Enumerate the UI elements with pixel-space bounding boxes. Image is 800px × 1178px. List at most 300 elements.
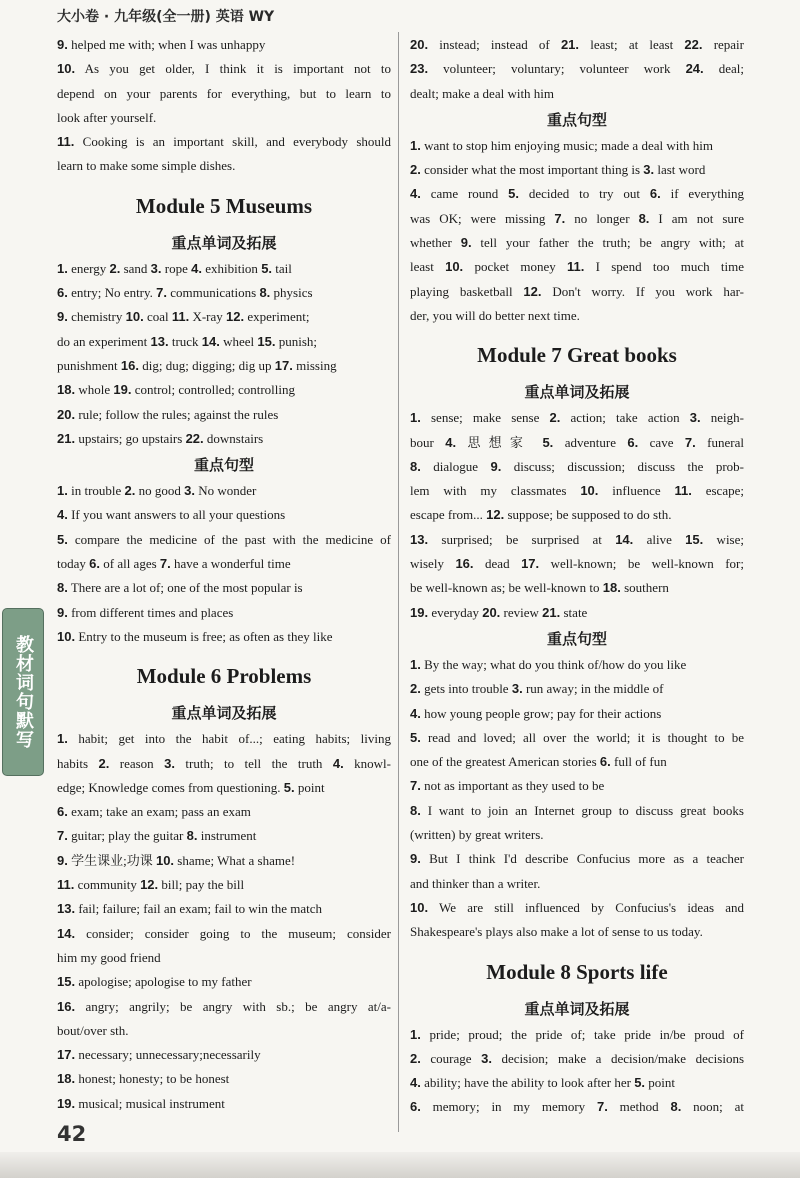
answer-line bbox=[57, 378, 391, 402]
answer-text: Cooking is an important skill, and everybody should bbox=[74, 134, 391, 150]
answer-line bbox=[57, 752, 391, 776]
answer-text: experiment; bbox=[244, 309, 310, 325]
answer-line bbox=[410, 455, 744, 479]
item-number: 1. bbox=[57, 731, 68, 747]
answer-text: exhibition bbox=[201, 260, 262, 276]
item-number: 2. bbox=[124, 483, 136, 499]
item-number: 4. bbox=[410, 1075, 421, 1091]
answer-text: escape; bbox=[691, 483, 744, 499]
answer-text: do an experiment bbox=[57, 333, 151, 349]
answer-line bbox=[57, 57, 391, 81]
item-number: 2. bbox=[410, 162, 421, 178]
answer-line bbox=[410, 158, 744, 182]
item-number: 4. bbox=[410, 705, 421, 721]
item-number: 1. bbox=[57, 483, 68, 499]
module-title: Module 5 Museums bbox=[135, 193, 313, 218]
answer-text: adventure bbox=[553, 434, 628, 450]
item-number: 7. bbox=[57, 828, 68, 844]
item-number: 7. bbox=[159, 556, 171, 572]
item-number: 9. bbox=[57, 604, 68, 620]
item-number: 22. bbox=[684, 37, 703, 52]
module-title: Module 8 Sports life bbox=[486, 959, 668, 984]
answer-text: repair bbox=[702, 37, 744, 52]
item-number: 2. bbox=[410, 681, 421, 697]
answer-text: want to stop him enjoying music; made a deal with him bbox=[420, 137, 713, 153]
item-number: 5. bbox=[542, 434, 554, 450]
answer-line bbox=[410, 702, 744, 726]
answer-text: decision; make a decision/make decisions bbox=[491, 1050, 744, 1066]
item-number: 3. bbox=[689, 410, 701, 426]
item-number: 20. bbox=[482, 604, 501, 620]
answer-text: decided to try out bbox=[519, 186, 650, 202]
answer-text: instrument bbox=[197, 828, 257, 844]
answer-text: apologise; apologise to my father bbox=[75, 974, 252, 990]
answer-line bbox=[410, 431, 744, 455]
section-heading: 重点句型 bbox=[546, 110, 607, 129]
answer-text: and thinker than a writer. bbox=[410, 875, 541, 891]
answer-text: dialogue bbox=[420, 458, 491, 474]
answer-text: run away; in the middle of bbox=[522, 681, 664, 697]
answer-line bbox=[57, 1067, 391, 1091]
answer-line bbox=[57, 946, 391, 970]
item-number: 10. bbox=[125, 309, 144, 325]
item-number: 10. bbox=[580, 483, 599, 499]
answer-text: noon; at bbox=[681, 1099, 744, 1115]
item-number: 1. bbox=[57, 260, 68, 276]
item-number: 10. bbox=[57, 61, 76, 77]
answer-line bbox=[410, 82, 744, 106]
item-number: 12. bbox=[140, 877, 159, 893]
answer-text: influence bbox=[598, 483, 675, 499]
answer-line bbox=[410, 774, 744, 798]
item-number: 3. bbox=[643, 162, 655, 178]
item-number: 17. bbox=[57, 1047, 76, 1063]
answer-text: (written) by great writers. bbox=[410, 827, 544, 843]
answer-line bbox=[57, 824, 391, 848]
item-number: 5. bbox=[508, 186, 520, 202]
item-number: 10. bbox=[155, 852, 175, 868]
answer-text: playing basketball bbox=[410, 283, 524, 299]
answer-text: 学生课业;功课 bbox=[67, 852, 156, 868]
answer-line bbox=[410, 799, 744, 823]
answer-text: no good bbox=[135, 483, 185, 499]
answer-text: how young people grow; pay for their actions bbox=[420, 705, 662, 721]
answer-text: everyday bbox=[428, 604, 483, 620]
answer-text: upstairs; go upstairs bbox=[75, 430, 186, 446]
answer-line bbox=[410, 182, 744, 206]
answer-text: rule; follow the rules; against the rules bbox=[75, 406, 279, 422]
answer-text: honest; honesty; to be honest bbox=[75, 1071, 230, 1087]
item-number: 12. bbox=[226, 309, 245, 325]
section-heading: 重点单词及拓展 bbox=[524, 999, 630, 1018]
item-number: 16. bbox=[455, 556, 474, 572]
answer-text: habit; get into the habit of...; eating habits; living bbox=[67, 731, 391, 747]
answer-line bbox=[57, 1092, 391, 1116]
item-number: 13. bbox=[410, 531, 429, 547]
answer-text: I want to join an Internet group to discuss great books bbox=[420, 802, 744, 818]
answer-line bbox=[57, 281, 391, 305]
answer-text: wise; bbox=[703, 531, 744, 547]
item-number: 2. bbox=[109, 260, 121, 276]
answer-line bbox=[410, 1071, 744, 1095]
answer-text: consider; consider going to the museum; consider bbox=[75, 925, 391, 941]
item-number: 7. bbox=[596, 1099, 608, 1115]
item-number: 9. bbox=[490, 458, 502, 474]
answer-text: look after yourself. bbox=[57, 109, 157, 125]
answer-text: Shakespeare's plays also make a lot of sense to us today. bbox=[410, 924, 703, 940]
item-number: 19. bbox=[57, 1095, 76, 1111]
answer-text: edge; Knowledge comes from questioning. bbox=[57, 779, 284, 795]
page-header: 大小卷 · 九年级(全一册) 英语 WY bbox=[57, 9, 275, 25]
item-number: 19. bbox=[113, 382, 132, 398]
answer-text: gets into trouble bbox=[420, 681, 512, 697]
answer-text: courage bbox=[420, 1050, 482, 1066]
item-number: 24. bbox=[685, 61, 704, 77]
answer-text: shame; What a shame! bbox=[174, 852, 296, 868]
item-number: 8. bbox=[410, 458, 421, 474]
section-heading: 重点单词及拓展 bbox=[171, 233, 277, 252]
item-number: 9. bbox=[410, 851, 421, 867]
answer-line bbox=[410, 1023, 744, 1047]
item-number: 21. bbox=[57, 430, 76, 446]
answer-text: state bbox=[560, 604, 588, 620]
answer-text: downstairs bbox=[203, 430, 264, 446]
item-number: 5. bbox=[283, 779, 295, 795]
item-number: 9. bbox=[57, 309, 68, 325]
item-number: 17. bbox=[521, 556, 540, 572]
answer-line bbox=[57, 130, 391, 154]
item-number: 18. bbox=[57, 1071, 76, 1087]
answer-text: from different times and places bbox=[67, 604, 234, 620]
item-number: 17. bbox=[274, 357, 293, 373]
item-number: 6. bbox=[89, 556, 100, 572]
answer-line bbox=[410, 33, 744, 57]
answer-text: memory; in my memory bbox=[420, 1099, 597, 1115]
item-number: 8. bbox=[57, 580, 68, 596]
answer-text: point bbox=[294, 779, 325, 795]
answer-line bbox=[57, 305, 391, 329]
item-number: 11. bbox=[171, 309, 190, 325]
item-number: 6. bbox=[649, 186, 661, 202]
item-number: 14. bbox=[57, 925, 76, 941]
answer-text: I spend too much time bbox=[584, 259, 744, 275]
side-tab bbox=[2, 608, 44, 776]
item-number: 11. bbox=[57, 134, 75, 150]
section-heading: 重点单词及拓展 bbox=[171, 704, 277, 723]
item-number: 13. bbox=[57, 901, 76, 917]
item-number: 23. bbox=[410, 61, 429, 77]
item-number: 5. bbox=[634, 1075, 646, 1091]
answer-text: We are still influenced by Confucius's ideas and bbox=[428, 899, 744, 915]
answer-line bbox=[57, 403, 391, 427]
item-number: 18. bbox=[57, 382, 76, 398]
item-number: 7. bbox=[554, 210, 566, 226]
answer-text: sense; make sense bbox=[420, 410, 550, 426]
item-number: 16. bbox=[120, 357, 139, 373]
item-number: 15. bbox=[685, 531, 704, 547]
item-number: 4. bbox=[410, 186, 421, 202]
answer-line bbox=[410, 653, 744, 677]
item-number: 3. bbox=[164, 755, 175, 771]
answer-line bbox=[410, 750, 744, 774]
item-number: 20. bbox=[57, 406, 76, 422]
answer-text: came round bbox=[420, 186, 509, 202]
answer-line bbox=[57, 33, 391, 57]
answer-text: whether bbox=[410, 235, 461, 251]
answer-text: helped me with; when I was unhappy bbox=[67, 37, 266, 52]
answer-line bbox=[57, 800, 391, 824]
item-number: 5. bbox=[410, 729, 421, 745]
answer-text: dig; dug; digging; dig up bbox=[139, 357, 275, 373]
item-number: 15. bbox=[257, 333, 276, 349]
answer-line bbox=[410, 552, 744, 576]
item-number: 1. bbox=[410, 410, 421, 426]
answer-text: tail bbox=[272, 260, 292, 276]
answer-text: control; controlled; controlling bbox=[131, 382, 295, 398]
answer-text: bill; pay the bill bbox=[158, 877, 245, 893]
answer-text: By the way; what do you think of/how do you like bbox=[420, 656, 687, 672]
section-heading: 重点句型 bbox=[546, 629, 607, 648]
section-heading: 重点单词及拓展 bbox=[524, 383, 630, 402]
item-number: 4. bbox=[57, 507, 68, 523]
answer-text: physics bbox=[270, 285, 313, 301]
page-bottom-edge bbox=[0, 1152, 800, 1178]
answer-text: least bbox=[410, 259, 446, 275]
item-number: 2. bbox=[98, 755, 110, 771]
item-number: 9. bbox=[57, 852, 68, 868]
answer-text: whole bbox=[75, 382, 114, 398]
item-number: 19. bbox=[410, 604, 429, 620]
answer-text: community bbox=[74, 877, 141, 893]
item-number: 2. bbox=[410, 1050, 421, 1066]
item-number: 14. bbox=[615, 531, 634, 547]
answer-line bbox=[57, 354, 391, 378]
item-number: 6. bbox=[410, 1099, 421, 1115]
answer-text: cave bbox=[638, 434, 685, 450]
answer-text: X-ray bbox=[189, 309, 227, 325]
answer-text: of all ages bbox=[99, 556, 160, 572]
item-number: 7. bbox=[684, 434, 696, 450]
item-number: 9. bbox=[460, 235, 472, 251]
column-divider bbox=[398, 32, 399, 1132]
answer-text: fail; failure; fail an exam; fail to win the match bbox=[75, 901, 322, 917]
item-number: 6. bbox=[57, 804, 68, 820]
answer-text: bour bbox=[410, 434, 446, 450]
answer-text: der, you will do better next time. bbox=[410, 307, 580, 323]
answer-text: If you want answers to all your questions bbox=[67, 507, 286, 523]
answer-line bbox=[57, 897, 391, 921]
answer-line bbox=[57, 873, 391, 897]
answer-line bbox=[410, 872, 744, 896]
answer-text: coal bbox=[143, 309, 172, 325]
answer-text: consider what the most important thing is bbox=[420, 162, 644, 178]
answer-text: communications bbox=[167, 285, 260, 301]
answer-text: pride; proud; the pride of; take pride in/be proud of bbox=[420, 1026, 744, 1042]
item-number: 9. bbox=[57, 37, 68, 52]
answer-line bbox=[410, 576, 744, 600]
answer-text: lem with my classmates bbox=[410, 483, 581, 499]
answer-text: depend on your parents for everything, but to learn to bbox=[57, 85, 391, 101]
item-number: 12. bbox=[523, 283, 542, 299]
answer-line bbox=[57, 552, 391, 576]
item-number: 8. bbox=[638, 210, 650, 226]
answer-line bbox=[410, 528, 744, 552]
answer-text: Don't worry. If you work har- bbox=[541, 283, 744, 299]
answer-text: surprised; be surprised at bbox=[428, 531, 616, 547]
answer-line bbox=[410, 479, 744, 503]
item-number: 4. bbox=[332, 755, 344, 771]
item-number: 3. bbox=[481, 1050, 492, 1066]
item-number: 16. bbox=[57, 998, 76, 1014]
answer-line bbox=[410, 231, 744, 255]
answer-text: last word bbox=[654, 162, 706, 178]
answer-text: suppose; be supposed to do sth. bbox=[504, 507, 672, 523]
answer-text: neigh- bbox=[700, 410, 744, 426]
section-heading: 重点句型 bbox=[193, 456, 254, 475]
answer-text: volunteer; voluntary; volunteer work bbox=[428, 61, 686, 77]
item-number: 1. bbox=[410, 656, 421, 672]
answer-text: learn to make some simple dishes. bbox=[57, 158, 236, 174]
answer-text: no longer bbox=[565, 210, 639, 226]
item-number: 5. bbox=[57, 531, 68, 547]
item-number: 18. bbox=[602, 580, 621, 596]
answer-text: punishment bbox=[57, 357, 121, 373]
answer-line bbox=[410, 280, 744, 304]
answer-text: tell your father the truth; be angry with; at bbox=[471, 235, 744, 251]
answer-text: necessary; unnecessary;necessarily bbox=[75, 1047, 261, 1063]
answer-line bbox=[57, 1019, 391, 1043]
answer-text: 思想家 bbox=[456, 434, 543, 450]
answer-text: bout/over sth. bbox=[57, 1022, 129, 1038]
answer-line bbox=[410, 304, 744, 328]
side-tab-label: 教材词句默写 bbox=[13, 635, 34, 749]
item-number: 1. bbox=[410, 137, 421, 153]
item-number: 6. bbox=[627, 434, 639, 450]
item-number: 8. bbox=[259, 285, 271, 301]
answer-text: southern bbox=[620, 580, 669, 596]
item-number: 14. bbox=[201, 333, 220, 349]
answer-text: wisely bbox=[410, 556, 456, 572]
answer-text: today bbox=[57, 556, 90, 572]
item-number: 8. bbox=[186, 828, 198, 844]
left-column bbox=[57, 33, 391, 1116]
answer-line bbox=[57, 995, 391, 1019]
answer-text: in trouble bbox=[67, 483, 125, 499]
item-number: 11. bbox=[567, 259, 585, 275]
answer-text: funeral bbox=[695, 434, 744, 450]
item-number: 3. bbox=[184, 483, 195, 499]
answer-text: well-known; be well-known for; bbox=[539, 556, 744, 572]
item-number: 2. bbox=[549, 410, 561, 426]
answer-text: reason bbox=[109, 755, 165, 771]
answer-line bbox=[57, 601, 391, 625]
answer-line bbox=[410, 920, 744, 944]
answer-line bbox=[410, 847, 744, 871]
answer-line bbox=[410, 406, 744, 430]
answer-text: review bbox=[500, 604, 543, 620]
answer-text: ability; have the ability to look after her bbox=[420, 1075, 635, 1091]
answer-text: one of the greatest American stories bbox=[410, 754, 600, 770]
answer-text: discuss; discussion; discuss the prob- bbox=[501, 458, 744, 474]
answer-text: him my good friend bbox=[57, 949, 161, 965]
answer-text: But I think I'd describe Confucius more as a teacher bbox=[420, 851, 744, 867]
item-number: 21. bbox=[542, 604, 561, 620]
answer-text: was OK; were missing bbox=[410, 210, 555, 226]
answer-text: rope bbox=[161, 260, 192, 276]
answer-line bbox=[57, 727, 391, 751]
answer-text: compare the medicine of the past with the medicine of bbox=[67, 531, 391, 547]
item-number: 11. bbox=[57, 877, 75, 893]
item-number: 5. bbox=[261, 260, 273, 276]
answer-line bbox=[57, 528, 391, 552]
answer-line bbox=[57, 625, 391, 649]
answer-text: entry; No entry. bbox=[67, 285, 157, 301]
answer-line bbox=[57, 106, 391, 130]
answer-text: truth; to tell the truth bbox=[174, 755, 333, 771]
answer-line bbox=[57, 427, 391, 451]
answer-text: have a wonderful time bbox=[170, 556, 291, 572]
answer-line bbox=[57, 1043, 391, 1067]
item-number: 7. bbox=[156, 285, 168, 301]
answer-text: punish; bbox=[275, 333, 318, 349]
answer-text: dead bbox=[473, 556, 522, 572]
answer-line bbox=[410, 255, 744, 279]
item-number: 10. bbox=[410, 899, 429, 915]
item-number: 22. bbox=[185, 430, 204, 446]
answer-text: escape from... bbox=[410, 507, 487, 523]
item-number: 6. bbox=[599, 754, 611, 770]
answer-line bbox=[410, 134, 744, 158]
right-column bbox=[410, 33, 744, 1120]
answer-text: musical; musical instrument bbox=[75, 1095, 225, 1111]
item-number: 3. bbox=[150, 260, 162, 276]
answer-line bbox=[410, 503, 744, 527]
answer-text: action; take action bbox=[560, 410, 690, 426]
answer-text: energy bbox=[67, 260, 110, 276]
answer-text: wheel bbox=[219, 333, 258, 349]
answer-line bbox=[57, 503, 391, 527]
item-number: 3. bbox=[511, 681, 523, 697]
item-number: 10. bbox=[445, 259, 464, 275]
item-number: 20. bbox=[410, 37, 429, 52]
answer-text: instead; instead of bbox=[428, 37, 561, 52]
item-number: 15. bbox=[57, 974, 76, 990]
answer-line bbox=[57, 479, 391, 503]
answer-line bbox=[57, 257, 391, 281]
answer-text: guitar; play the guitar bbox=[67, 828, 187, 844]
answer-text: knowl- bbox=[343, 755, 391, 771]
answer-text: angry; angrily; be angry with sb.; be angry at/a- bbox=[75, 998, 391, 1014]
answer-text: I am not sure bbox=[649, 210, 744, 226]
answer-text: exam; take an exam; pass an exam bbox=[67, 804, 251, 820]
answer-text: least; at least bbox=[579, 37, 685, 52]
module-title: Module 7 Great books bbox=[477, 343, 677, 368]
answer-text: method bbox=[607, 1099, 671, 1115]
answer-line bbox=[57, 154, 391, 178]
item-number: 21. bbox=[560, 37, 580, 52]
answer-text: dealt; make a deal with him bbox=[410, 85, 555, 101]
answer-line bbox=[410, 823, 744, 847]
item-number: 12. bbox=[486, 507, 505, 523]
answer-text: chemistry bbox=[67, 309, 126, 325]
item-number: 11. bbox=[674, 483, 692, 499]
answer-line bbox=[410, 1047, 744, 1071]
answer-line bbox=[410, 207, 744, 231]
answer-line bbox=[57, 970, 391, 994]
answer-text: truck bbox=[168, 333, 202, 349]
answer-line bbox=[410, 677, 744, 701]
answer-text: There are a lot of; one of the most popular is bbox=[67, 580, 303, 596]
